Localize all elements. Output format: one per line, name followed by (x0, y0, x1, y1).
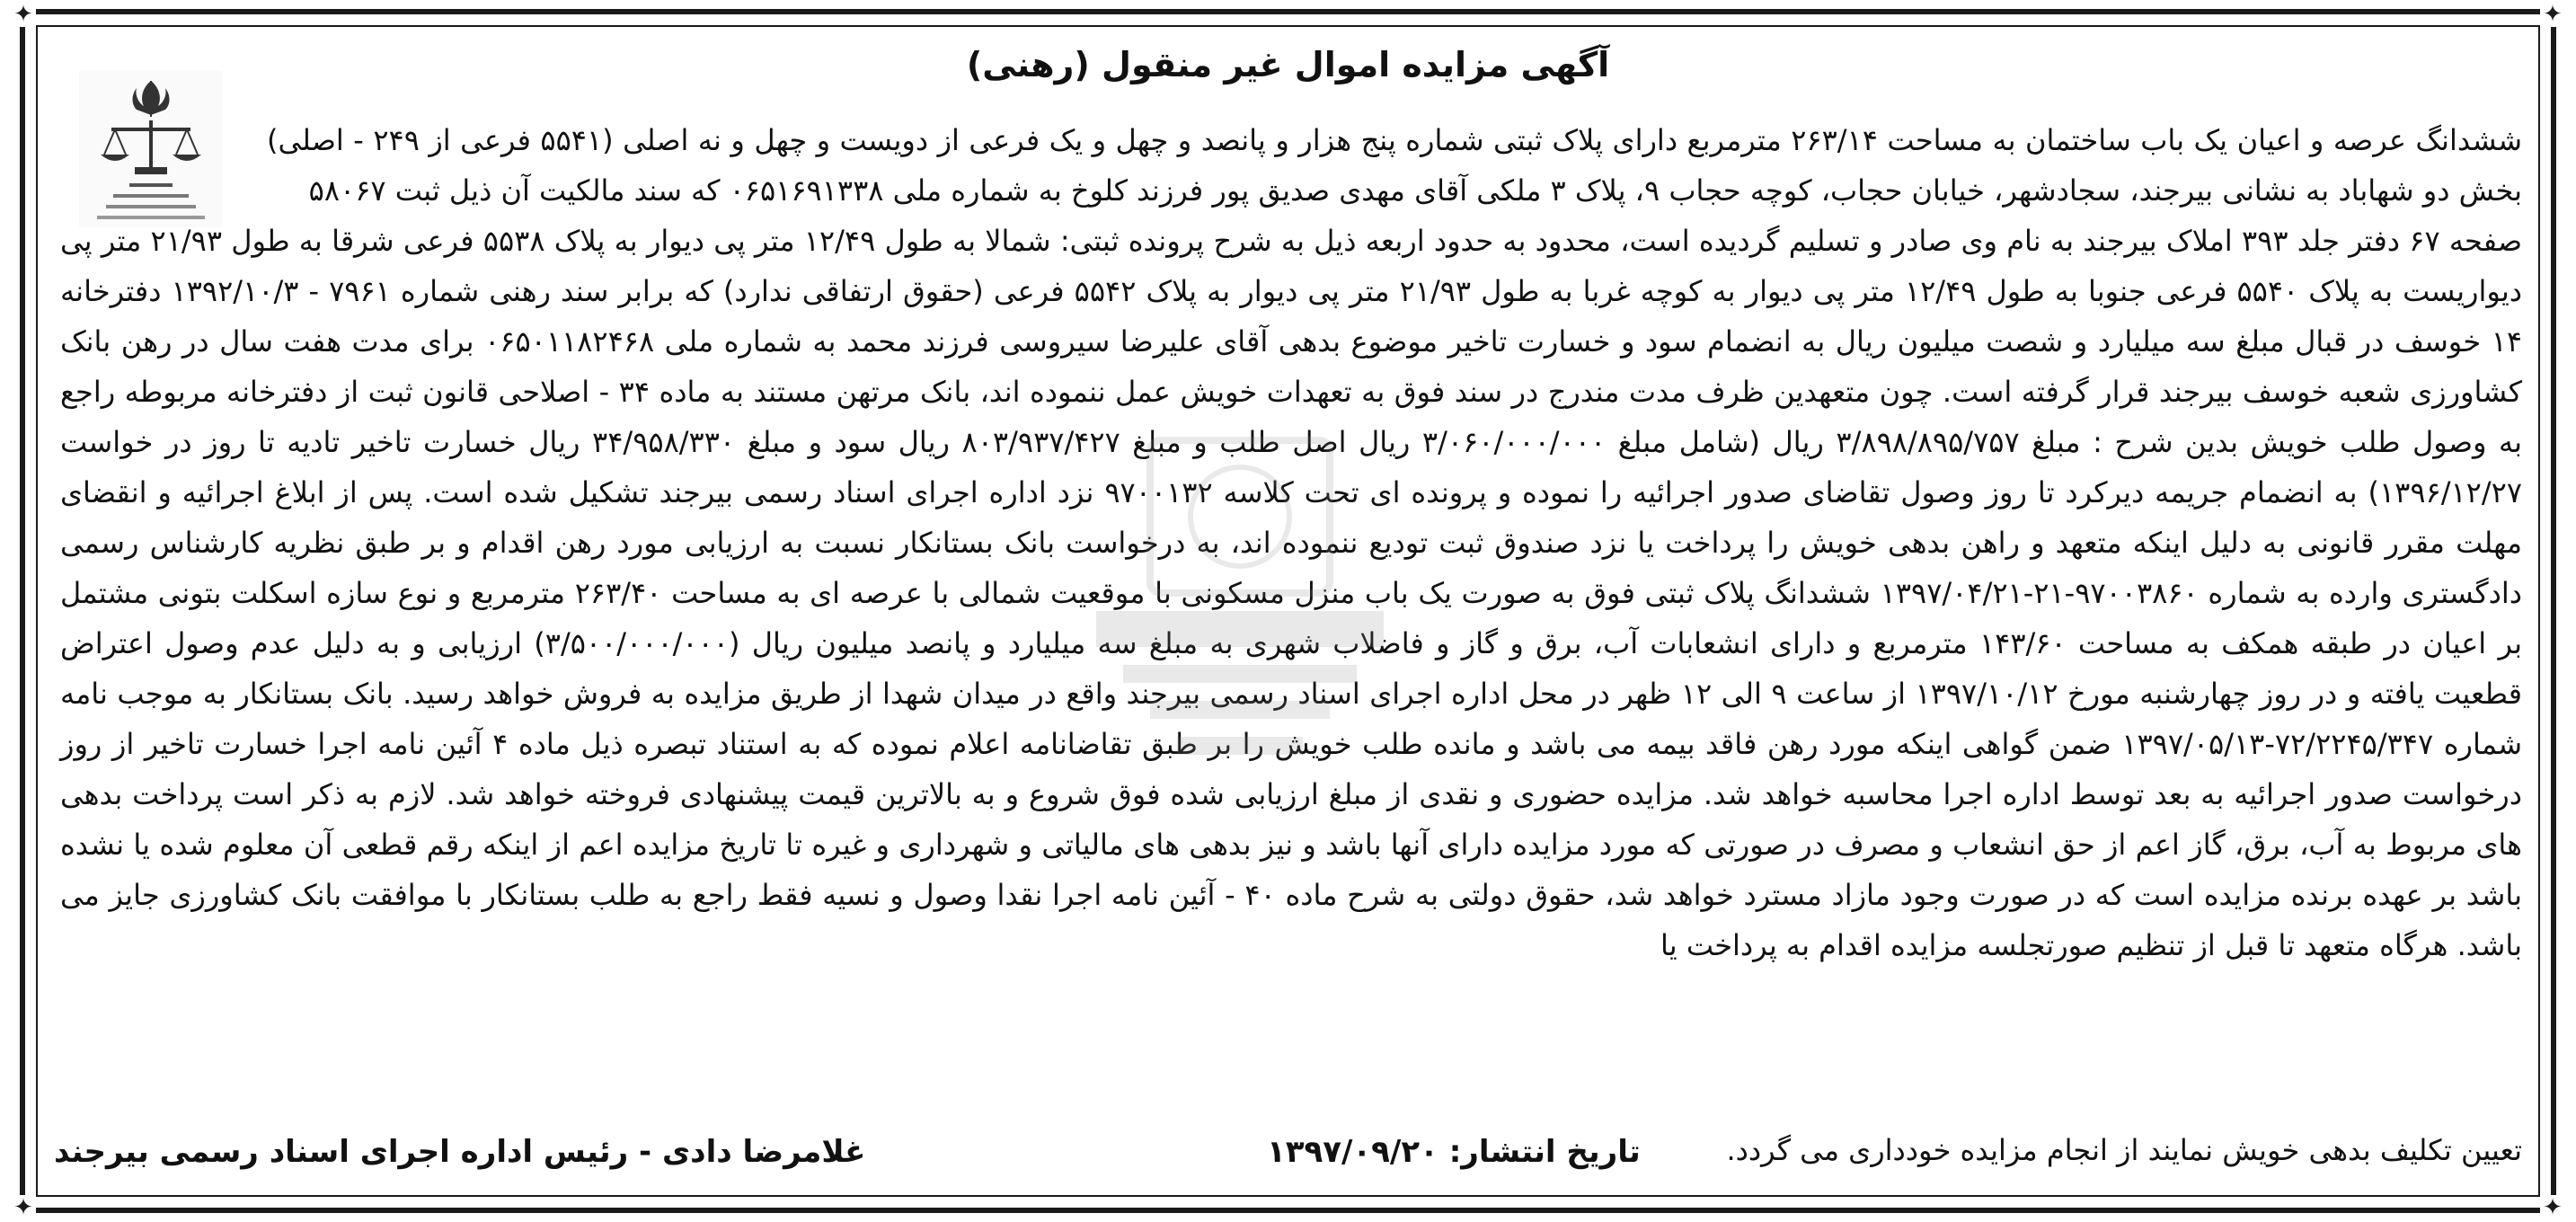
notice-title: آگهی مزایده اموال غیر منقول (رهنی) (966, 45, 1610, 84)
notice-body (60, 115, 2522, 970)
notice-footer (54, 1132, 2522, 1186)
signature-line: غلامرضا دادی - رئیس اداره اجرای اسناد رسمی بیرجند (54, 1134, 866, 1170)
notice-body-opening: ششدانگ عرصه و اعیان یک باب ساختمان به مساحت ۲۶۳/۱۴ مترمربع دارای پلاک ثبتی شماره پنج هزار و پانصد و چهل و یک فرعی از دویست و چهل و نه اصلی (۵۵۴۱ فرعی از ۲۴۹ - اصلی) بخش دو شهاباد به نشانی بیرجند، سجادشهر، خیابان حجاب، کوچه حجاب ۹، پلاک ۳ ملکی آقای مهدی صدیق پور فرزند کلوخ به شماره ملی ۰۶۵۱۶۹۱۳۳۸ که سند مالکیت آن ذیل ثبت ۵۸۰۶۷ (267, 123, 2523, 208)
corner-ornament-icon: ✦ (2540, 2, 2565, 27)
notice-body-paragraph: صفحه ۶۷ دفتر جلد ۳۹۳ املاک بیرجند به نام وی صادر و تسلیم گردیده است، محدود به حدود اربعه ذیل به شرح پرونده ثبتی: شمالا به طول ۱۲/۴۹ متر پی دیوار به پلاک ۵۵۳۸ فرعی شرقا به طول ۲۱/۹۳ متر پی دیواریست به پلاک ۵۵۴۰ فرعی جنوبا به طول ۱۲/۴۹ متر پی دیوار به کوچه غربا به طول ۲۱/۹۳ متر پی دیوار به پلاک ۵۵۴۲ فرعی (حقوق ارتفاقی ندارد) که برابر سند رهنی شماره ۷۹۶۱ - ۱۳۹۲/۱۰/۳ دفترخانه ۱۴ خوسف در قبال مبلغ سه میلیارد و شصت میلیون ریال به انضمام سود و خسارت تاخیر موضوع بدهی آقای علیرضا سیروسی فرزند محمد به شماره ملی ۰۶۵۰۱۱۸۲۴۶۸ برای مدت هفت سال در رهن بانک کشاورزی شعبه خوسف بیرجند قرار گرفته است. چون متعهدین ظرف مدت مندرج در سند فوق به تعهدات خویش عمل ننموده اند، بانک مرتهن مستند به ماده ۳۴ - اصلاحی قانون ثبت از دفترخانه مربوطه راجع به وصول طلب خویش بدین شرح : مبلغ ۳/۸۹۸/۸۹۵/۷۵۷ ریال (شامل مبلغ ۳/۰۶۰/۰۰۰/۰۰۰ ریال اصل طلب و مبلغ ۸۰۳/۹۳۷/۴۲۷ ریال سود و مبلغ ۳۴/۹۵۸/۳۳۰ ریال خسارت تاخیر تادیه تا روز در خواست ۱۳۹۶/۱۲/۲۷) به انضمام جریمه دیرکرد تا روز وصول تقاضای صدور اجرائیه را نموده و پرونده ای تحت کلاسه ۹۷۰۰۱۳۲ نزد اداره اجرای اسناد رسمی بیرجند تشکیل شده است. پس از ابلاغ اجرائیه و انقضای مهلت مقرر قانونی به دلیل اینکه متعهد و راهن بدهی خویش را پرداخت یا نزد صندوق ثبت تودیع ننموده اند، به درخواست بانک بستانکار نسبت به ارزیابی مورد رهن اقدام و بر طبق نظریه کارشناس رسمی دادگستری وارده به شماره ۹۷۰۰۳۸۶۰-۲۱-۱۳۹۷/۰۴/۲۱ ششدانگ پلاک ثبتی فوق به صورت یک باب منزل مسکونی با موقعیت شمالی با عرصه ای به مساحت ۲۶۳/۴۰ مترمربع و نوع سازه اسکلت بتونی مشتمل بر اعیان در طبقه همکف به مساحت ۱۴۳/۶۰ مترمربع و دارای انشعابات آب، برق و گاز و فاضلاب شهری به مبلغ سه میلیارد و پانصد میلیون ریال (۳/۵۰۰/۰۰۰/۰۰۰) ارزیابی و به دلیل عدم وصول اعتراض قطعیت یافته و در روز چهارشنبه مورخ ۱۳۹۷/۱۰/۱۲ از ساعت ۹ الی ۱۲ ظهر در محل اداره اجرای اسناد رسمی بیرجند واقع در میدان شهدا از طریق مزایده به فروش خواهد رسید. بانک بستانکار به موجب نامه شماره ۷۲/۲۲۴۵/۳۴۷-۱۳۹۷/۰۵/۱۳ ضمن گواهی اینکه مورد رهن فاقد بیمه می باشد و مانده طلب خویش را بر طبق تقاضانامه اعلام نموده که به استناد تبصره ذیل ماده ۴ آئین نامه اجرا خسارت تاخیر از روز درخواست صدور اجرائیه به بعد توسط اداره اجرا محاسبه خواهد شد. مزایده حضوری و نقدی از مبلغ ارزیابی شده فوق شروع و به بالاترین قیمت پیشنهادی فروخته خواهد شد. لازم به ذکر است پرداخت بدهی های مربوط به آب، برق، گاز اعم از حق انشعاب و مصرف در صورتی که مورد مزایده دارای آنها باشد و نیز بدهی های مالیاتی و شهرداری و غیره تا تاریخ مزایده اعم از اینکه رقم قطعی آن معلوم شده یا نشده باشد بر عهده برنده مزایده است که در صورت وجود مازاد مسترد خواهد شد، حقوق دولتی به شرح ماده ۴۰ - آئین نامه اجرا نقدا وصول و نسیه فقط راجع به طلب بستانکار با موافقت بانک کشاورزی جایز می باشد. هرگاه متعهد تا قبل از تنظیم صورتجلسه مزایده اقدام به پرداخت یا (60, 224, 2523, 962)
corner-ornament-icon: ✦ (11, 2, 36, 27)
notice-closing-line: تعیین تکلیف بدهی خویش نمایند از انجام مزایده خودداری می گردد. (1726, 1133, 2522, 1167)
corner-ornament-icon: ✦ (2540, 1195, 2565, 1220)
corner-ornament-icon: ✦ (11, 1195, 36, 1220)
publication-date: تاریخ انتشار: ۱۳۹۷/۰۹/۲۰ (1267, 1134, 1641, 1170)
